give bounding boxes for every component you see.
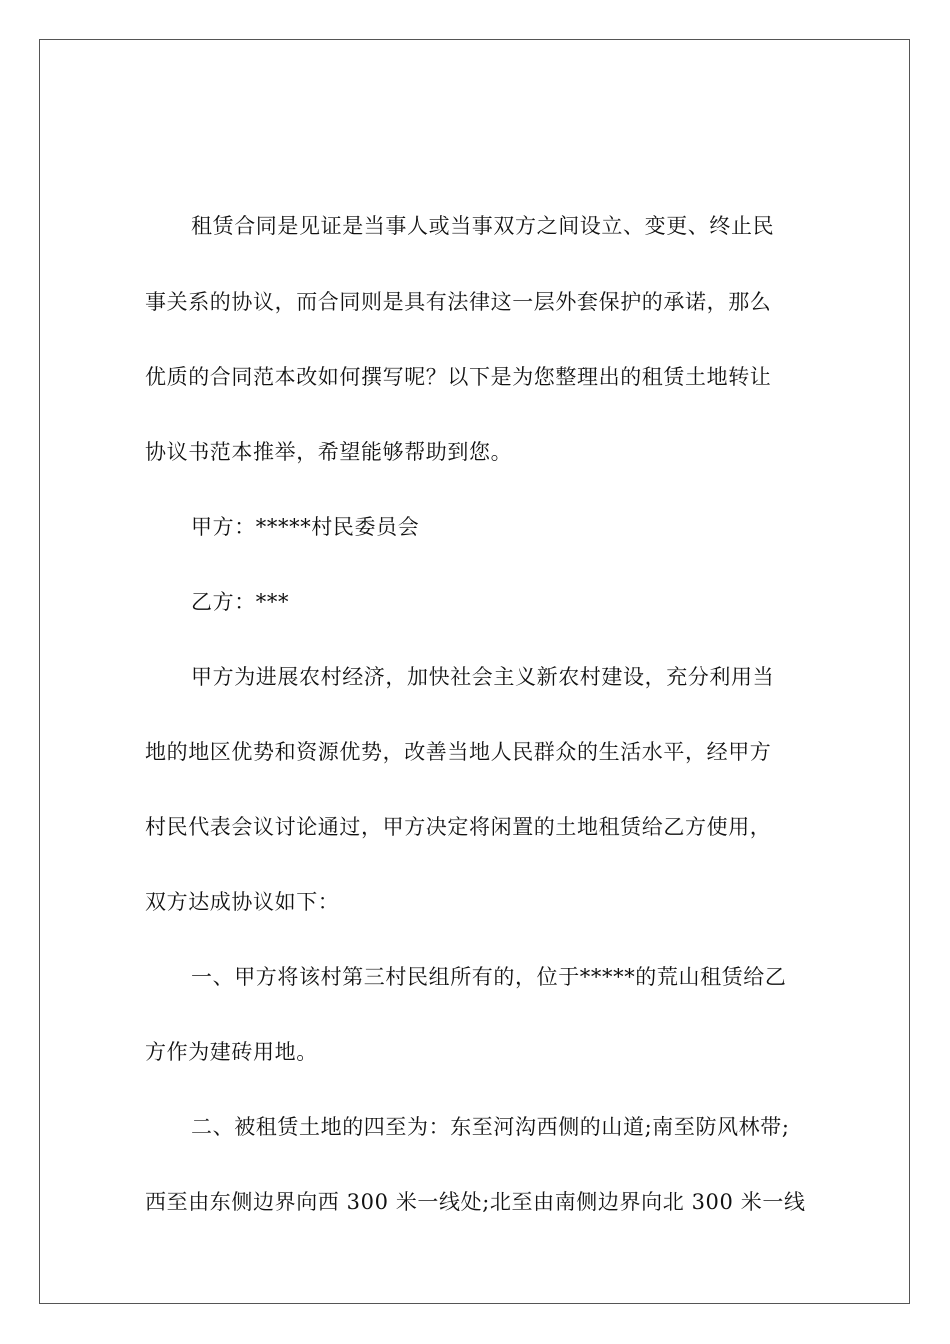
clause-line: 西至由东侧边界向西 300 米一线处;北至由南侧边界向北 300 米一线 bbox=[145, 1190, 806, 1214]
paragraph-line: 双方达成协议如下： bbox=[145, 890, 340, 914]
clause-line: 方作为建砖用地。 bbox=[145, 1040, 318, 1064]
party-b-line: 乙方：*** bbox=[191, 590, 290, 614]
paragraph-line: 优质的合同范本改如何撰写呢？以下是为您整理出的租赁土地转让 bbox=[145, 365, 772, 389]
paragraph-line: 事关系的协议，而合同则是具有法律这一层外套保护的承诺，那么 bbox=[145, 290, 772, 314]
clause-line: 二、被租赁土地的四至为：东至河沟西侧的山道;南至防风林带; bbox=[191, 1115, 790, 1139]
paragraph-line: 协议书范本推举，希望能够帮助到您。 bbox=[145, 440, 513, 464]
paragraph-line: 地的地区优势和资源优势，改善当地人民群众的生活水平，经甲方 bbox=[145, 740, 772, 764]
paragraph-line: 甲方为进展农村经济，加快社会主义新农村建设，充分利用当 bbox=[191, 665, 775, 689]
party-a-line: 甲方：*****村民委员会 bbox=[191, 515, 420, 539]
clause-line: 一、甲方将该村第三村民组所有的，位于*****的荒山租赁给乙 bbox=[191, 965, 787, 989]
paragraph-line: 租赁合同是见证是当事人或当事双方之间设立、变更、终止民 bbox=[191, 214, 775, 238]
paragraph-line: 村民代表会议讨论通过，甲方决定将闲置的土地租赁给乙方使用， bbox=[145, 815, 772, 839]
